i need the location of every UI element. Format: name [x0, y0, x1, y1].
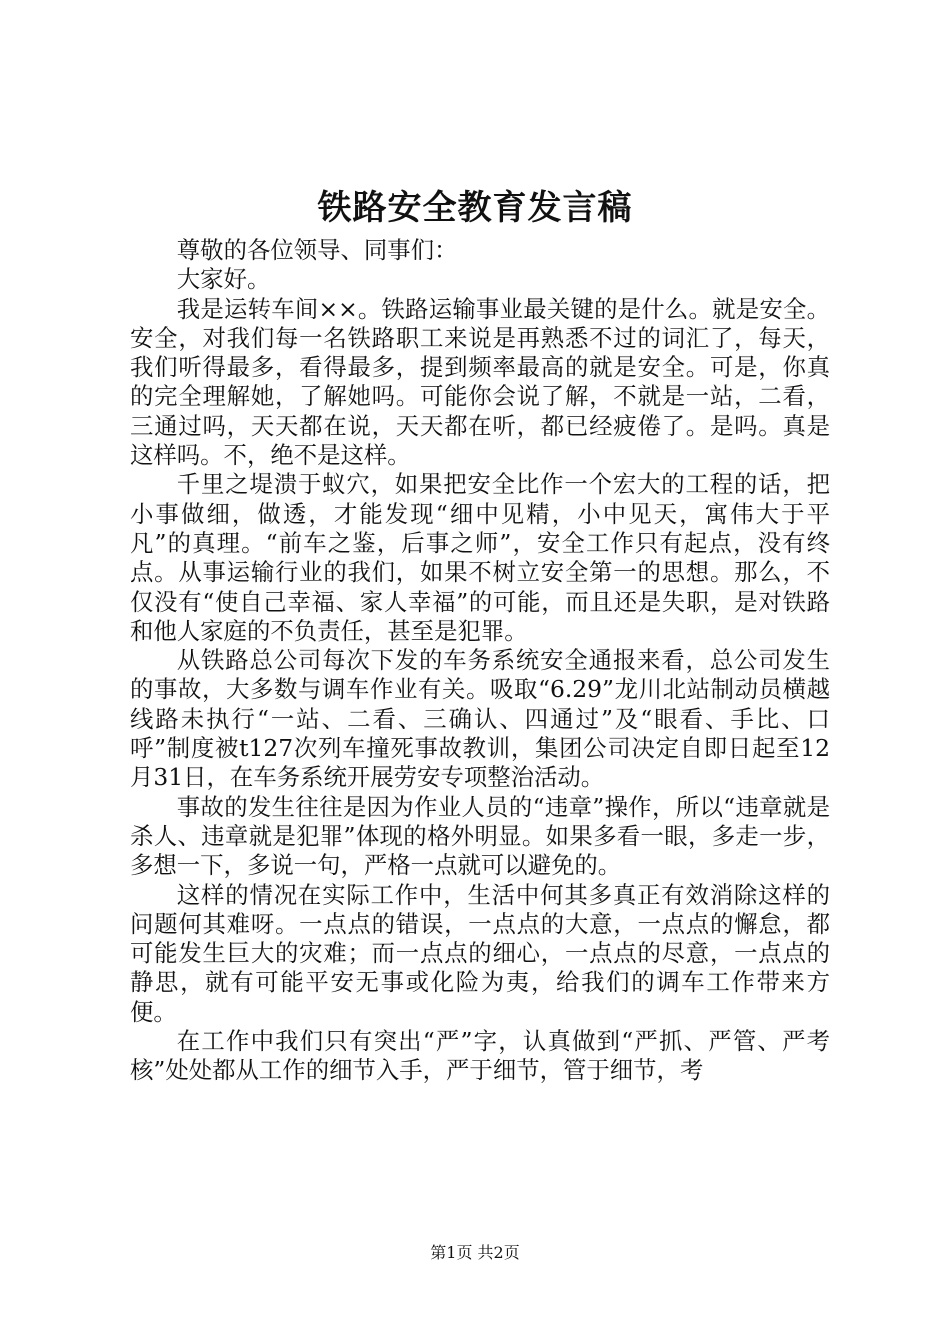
paragraph: 在工作中我们只有突出“严”字，认真做到“严抓、严管、严考核”处处都从工作的细节入手，严于细节，管于细节，考	[130, 1027, 830, 1085]
paragraph: 我是运转车间××。铁路运输事业最关键的是什么。就是安全。安全，对我们每一名铁路职工来说是再熟悉不过的词汇了，每天，我们听得最多，看得最多，提到频率最高的就是安全。可是，你真的完全理解她，了解她吗。可能你会说了解，不就是一站，二看，三通过吗，天天都在说，天天都在听，都已经疲倦了。是吗。真是这样吗。不，绝不是这样。	[130, 294, 830, 470]
paragraph: 这样的情况在实际工作中，生活中何其多真正有效消除这样的问题何其难呀。一点点的错误，一点点的大意，一点点的懈怠，都可能发生巨大的灾难；而一点点的细心，一点点的尽意，一点点的静思，就有可能平安无事或化险为夷，给我们的调车工作带来方便。	[130, 880, 830, 1026]
paragraph: 事故的发生往往是因为作业人员的“违章”操作，所以“违章就是杀人、违章就是犯罪”体现的格外明显。如果多看一眼，多走一步，多想一下，多说一句，严格一点就可以避免的。	[130, 792, 830, 880]
salutation: 尊敬的各位领导、同事们：	[176, 236, 458, 264]
paragraph: 从铁路总公司每次下发的车务系统安全通报来看，总公司发生的事故，大多数与调车作业有关。吸取“6.29”龙川北站制动员横越线路未执行“一站、二看、三确认、四通过”及“眼看、手比、口呼”制度被t127次列车撞死事故教训，集团公司决定自即日起至12月31日，在车务系统开展劳安专项整治活动。	[130, 646, 830, 792]
document-body	[130, 236, 830, 1086]
document-title: 铁路安全教育发言稿	[317, 188, 633, 228]
paragraph: 千里之堤溃于蚁穴，如果把安全比作一个宏大的工程的话，把小事做细，做透，才能发现“细中见精，小中见天，寓伟大于平凡”的真理。“前车之鉴，后事之师”，安全工作只有起点，没有终点。从事运输行业的我们，如果不树立安全第一的思想。那么，不仅没有“使自己幸福、家人幸福”的可能，而且还是失职，是对铁路和他人家庭的不负责任，甚至是犯罪。	[130, 470, 830, 645]
greeting: 大家好。	[176, 265, 271, 294]
page-number-footer: 第1页 共2页	[430, 1243, 520, 1262]
